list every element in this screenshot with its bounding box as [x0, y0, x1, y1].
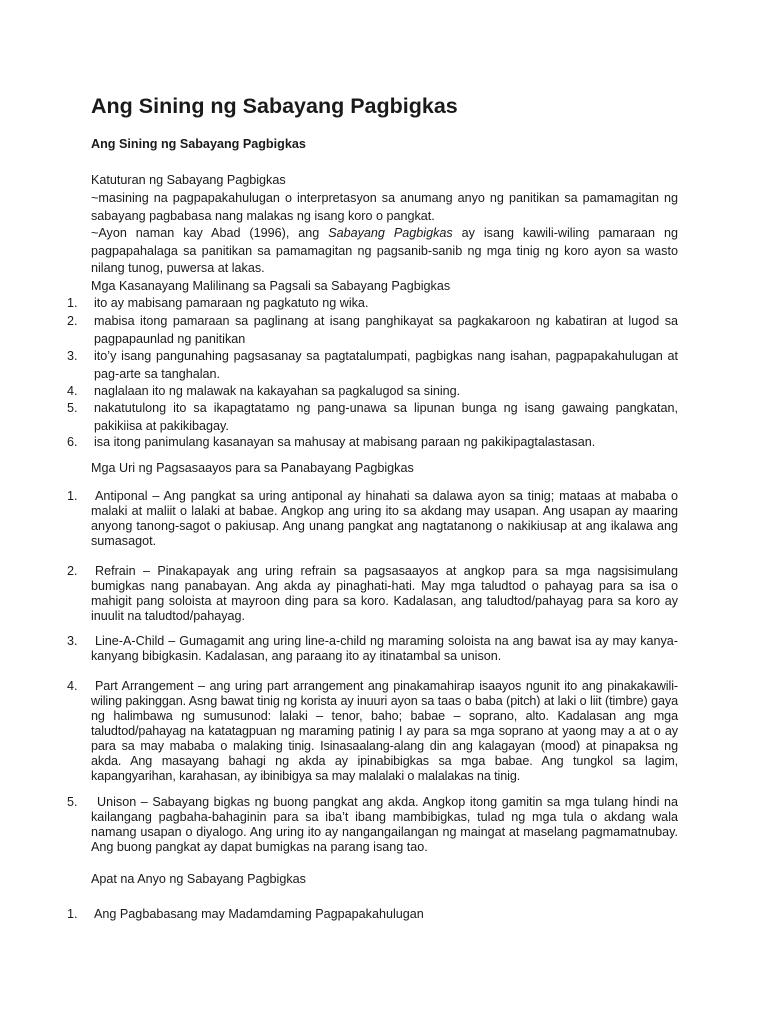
definition-paragraph-2 [91, 225, 678, 278]
list-item-number: 1. [67, 489, 78, 503]
list-item-number: 5. [67, 401, 78, 415]
definition-paragraph-2-start: ~Ayon naman kay Abad (1996), ang [91, 226, 329, 240]
definition-paragraph-1: ~masining na pagpapakahulugan o interpretasyon sa anumang anyo ng panitikan sa pamamagitan ng sabayang pagbabasa nang malakas ng isang koro o pangkat. [91, 191, 678, 223]
list-item: mabisa itong pamaraan sa paglinang at isang panghikayat sa pagkakaroon ng kabatiran at lugod sa pagpapaunlad ng panitikan [94, 314, 678, 346]
list-item: Unison – Sabayang bigkas ng buong pangkat ang akda. Angkop itong gamitin sa mga tulang hindi na kailangang pagbaha-bahaginin para sa iba’t ibang mambibigkas, tulad ng mga tula o akdang wala namang usapan o diyalogo. Ang uring ito ay nangangailangan ng maingat at maselang pagmamatnubay. Ang buong pangkat ay dapat bumigkas na parang isang tao. [91, 795, 678, 854]
skills-heading: Mga Kasanayang Malilinang sa Pagsali sa Sabayang Pagbigkas [91, 279, 451, 293]
list-item-number: 3. [67, 634, 78, 648]
forms-heading: Apat na Anyo ng Sabayang Pagbigkas [91, 872, 306, 886]
list-item-number: 3. [67, 349, 78, 363]
list-item-number: 1. [67, 296, 78, 310]
list-item: naglalaan ito ng malawak na kakayahan sa pagkalugod sa sining. [94, 384, 461, 398]
list-item: Part Arrangement – ang uring part arrangement ang pinakamahirap isaayos ngunit ito ang pinakakawili-wiling pakinggan. Asng bawat tinig ng korista ay inuuri ayon sa taas o baba (pitch) at laki o liit (timbre) gaya ng halimbawa ng sumusunod: lalaki – tenor, baho; babae – soprano, alto. Kadalasan ang mga taludtod/pahayag na katatagpuan ng maraming patinig I ay para sa mga soprano at yaong may a at o ay para sa may mababa o malaking tinig. Isinasaalang-alang din ang kalagayan (mood) at pinapaksa ng akda. Ang masayang bahagi ng akda ay ipinabibigkas sa mga babae. Ang tungkol sa lagim, kapangyarihan, karahasan, ay ibinibigya sa may malalaki o malalakas na tinig. [91, 679, 678, 783]
list-item-number: 1. [67, 907, 78, 921]
arrangements-heading: Mga Uri ng Pagsasaayos para sa Panabayang Pagbigkas [91, 461, 414, 475]
subtitle: Ang Sining ng Sabayang Pagbigkas [91, 137, 306, 151]
list-item: ito’y isang pangunahing pagsasanay sa pagtatalumpati, pagbigkas nang isahan, pagpapakahulugan at pag-arte sa tanghalan. [94, 349, 678, 381]
list-item-number: 4. [67, 384, 78, 398]
list-item: Ang Pagbabasang may Madamdaming Pagpapakahulugan [94, 907, 424, 921]
definition-paragraph-2-end: ay isang kawili-wiling pamaraan ng pagpapahalaga sa panitikan sa pamamagitan ng pagsanib-sanib ng mga tinig ng koro ayon sa wasto nilang tunog, puwersa at lakas. [91, 226, 678, 275]
list-item-number: 5. [67, 795, 78, 809]
list-item-number: 6. [67, 435, 78, 449]
list-item: isa itong panimulang kasanayan sa mahusay at mabisang paraan ng pakikipagtalastasan. [94, 435, 596, 449]
page-title: Ang Sining ng Sabayang Pagbigkas [91, 94, 458, 118]
list-item-number: 4. [67, 679, 78, 693]
list-item: Antiponal – Ang pangkat sa uring antiponal ay hinahati sa dalawa ayon sa tinig; mataas at mababa o malaki at maliit o lalaki at babae. Angkop ang uring ito sa akdang may usapan. Ang usapan ay maaring anyong tanong-sagot o pakiusap. Ang unang pangkat ang nagtatanong o nakikiusap at ang ikalawa ang sumasagot. [91, 489, 678, 548]
definition-paragraph-2-term: Sabayang Pagbigkas [328, 226, 453, 240]
list-item: Line-A-Child – Gumagamit ang uring line-a-child ng maraming soloista na ang bawat isa ay may kanya-kanyang bibigkasin. Kadalasan, ang paraang ito ay itinatambal sa unison. [91, 634, 678, 663]
list-item: ito ay mabisang pamaraan ng pagkatuto ng wika. [94, 296, 369, 310]
definition-heading: Katuturan ng Sabayang Pagbigkas [91, 173, 286, 187]
list-item: Refrain – Pinakapayak ang uring refrain sa pagsasaayos at angkop para sa mga nagsisimulang bumigkas nang panabayan. Ang akda ay pinaghati-hati. May mga taludtod o pahayag para sa isa o mahigit pang soloista at mayroon ding para sa koro. Kadalasan, ang taludtod/pahayag para sa koro ay inuulit na taludtod/pahayag. [91, 564, 678, 623]
list-item: nakatutulong ito sa ikapagtatamo ng pang-unawa sa lipunan bunga ng isang gawaing pangkatan, pakikiisa at pakikibagay. [94, 401, 678, 433]
list-item-number: 2. [67, 314, 78, 328]
list-item-number: 2. [67, 564, 78, 578]
